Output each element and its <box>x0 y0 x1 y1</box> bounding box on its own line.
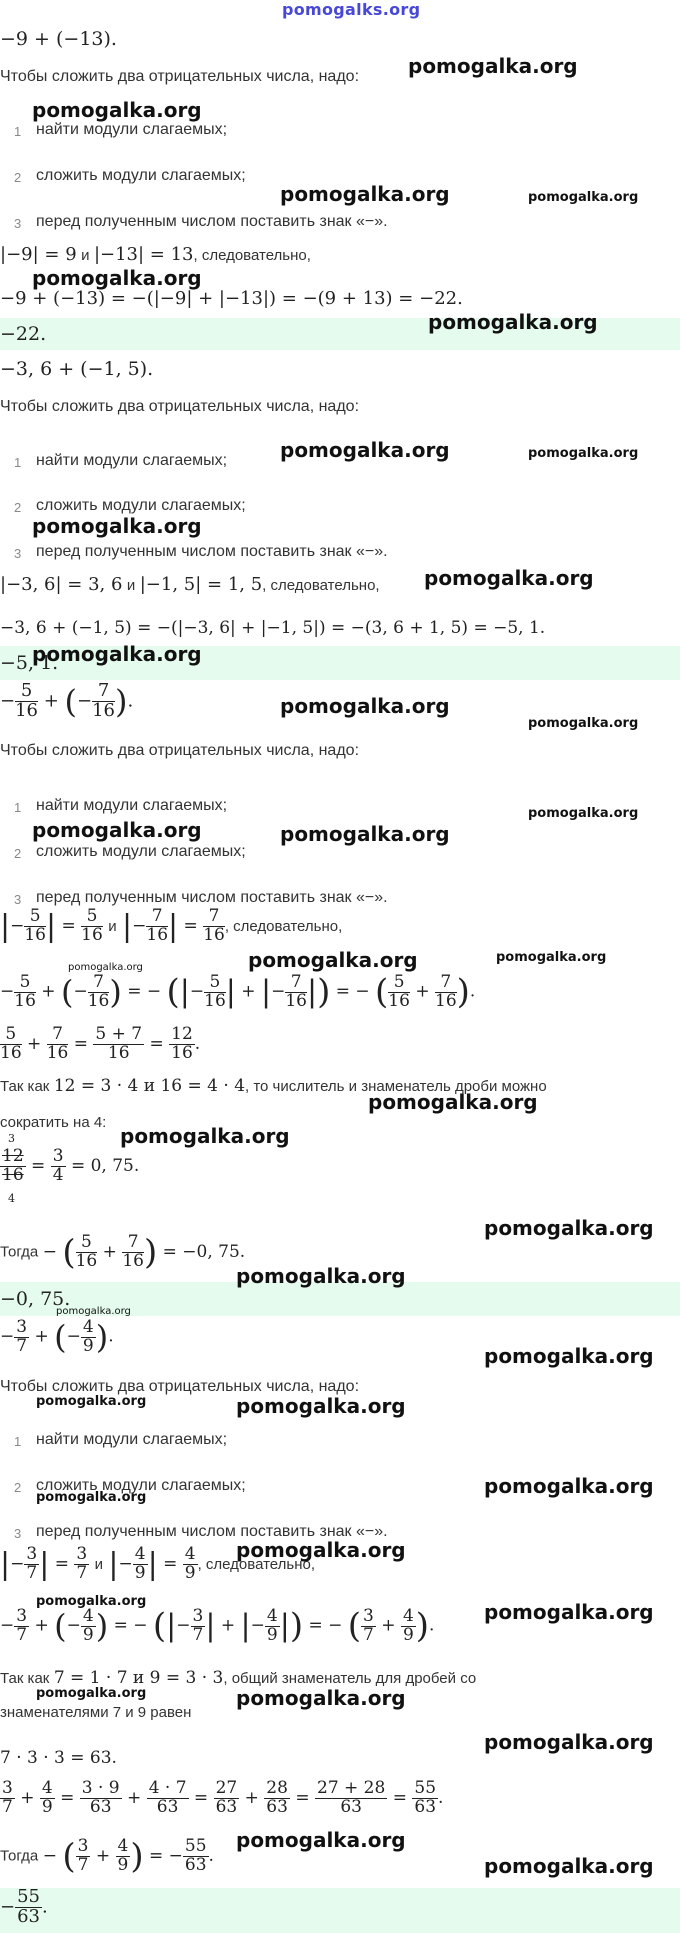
watermark: pomogalka.org <box>32 98 202 122</box>
watermark: pomogalka.org <box>32 642 202 666</box>
step-number: 2 <box>14 846 22 861</box>
problem3-sum: $\frac{5}{16}$ + $\frac{7}{16}$ = $\frac{5 + 7}{16}$ = $\frac{12}{16}$ . <box>0 1024 201 1063</box>
problem3-reduction: 3 $\frac{12}{16}$ 4 = $\frac{3}{4}$ = 0, 75. <box>2 1132 140 1205</box>
modulus-b: |−13| = 13 <box>93 244 194 265</box>
then-word: Тогда <box>0 1847 39 1865</box>
step-item: перед полученным числом поставить знак «−». <box>36 213 388 230</box>
watermark: pomogalka.org <box>236 1686 406 1710</box>
step-item: перед полученным числом поставить знак «−». <box>36 889 388 906</box>
therefore-word: , следовательно, <box>262 577 380 594</box>
denominator-text: знаменателями 7 и 9 равен <box>0 1704 192 1721</box>
problem4-then-line: Тогда − ( $\frac{3}{7}$ + $\frac{4}{9}$ ) = − $\frac{55}{63}$ . <box>0 1835 214 1876</box>
watermark: pomogalka.org <box>36 1686 147 1701</box>
and-word: и <box>94 1555 103 1573</box>
reduced-value: = 0, 75. <box>70 1155 140 1176</box>
watermark: pomogalka.org <box>528 190 639 205</box>
problem4-answer: − $\frac{55}{63}$ . <box>0 1886 48 1927</box>
watermark: pomogalka.org <box>32 266 202 290</box>
problem4-since-line <box>0 1668 476 1688</box>
intro-text: Чтобы сложить два отрицательных числа, надо: <box>0 398 360 415</box>
watermark: pomogalka.org <box>36 1394 147 1409</box>
watermark: pomogalka.org <box>368 1090 538 1114</box>
watermark: pomogalka.org <box>32 818 202 842</box>
intro-text: Чтобы сложить два отрицательных числа, надо: <box>0 1378 360 1395</box>
since-word: Так как <box>0 1670 50 1687</box>
step-item: сложить модули слагаемых; <box>36 843 246 860</box>
watermark: pomogalka.org <box>528 446 639 461</box>
step-item: сложить модули слагаемых; <box>36 1477 246 1494</box>
watermark: pomogalka.org <box>56 1306 131 1317</box>
factorization: 7 = 1 · 7 и 9 = 3 · 3 <box>53 1668 224 1688</box>
answer-band-4 <box>0 1888 680 1933</box>
watermark: pomogalka.org <box>484 1216 654 1240</box>
problem3-answer: −0, 75. <box>0 1288 71 1310</box>
step-number: 1 <box>14 455 22 470</box>
since-tail: , общий знаменатель для дробей со <box>223 1670 477 1687</box>
problem4-modulus-line: |− $\frac{3}{7}$ | = $\frac{3}{7}$ и |− $\frac{4}{9}$ | = $\frac{4}{9}$ , следовательно, <box>0 1544 315 1583</box>
problem4-sum: $\frac{3}{7}$ + $\frac{4}{9}$ = $\frac{3 \cdot 9}{63}$ + $\frac{4 \cdot 7}{63}$ = $\frac{27}{63}$ + $\frac{28}{63}$ = $\frac{27 + 28}{63}$ = $\frac{55}{63}$ . <box>2 1778 444 1817</box>
problem3-expression: − $\frac{5}{16}$ + (− $\frac{7}{16}$ ). <box>0 680 134 721</box>
problem3-calculation: − $\frac{5}{16}$ + (− $\frac{7}{16}$ ) = − (|− $\frac{5}{16}$ | + |− $\frac{7}{16}$ |) = − ( $\frac{5}{16}$ + $\frac{7}{16}$ ). <box>0 971 476 1012</box>
problem2-answer: −5, 1. <box>0 652 59 674</box>
then-result: = −0, 75. <box>162 1241 246 1262</box>
step-item: найти модули слагаемых; <box>36 452 228 469</box>
step-number: 2 <box>14 1480 22 1495</box>
problem4-calculation: − $\frac{3}{7}$ + (− $\frac{4}{9}$ ) = − (|− $\frac{3}{7}$ | + |− $\frac{4}{9}$ |) = − ( $\frac{3}{7}$ + $\frac{4}{9}$ ). <box>0 1605 435 1646</box>
watermark: pomogalka.org <box>424 566 594 590</box>
watermark: pomogalka.org <box>36 1490 147 1505</box>
watermark: pomogalka.org <box>484 1854 654 1878</box>
reduce-text: сократить на 4: <box>0 1114 107 1131</box>
modulus-b: |−1, 5| = 1, 5 <box>139 574 263 595</box>
step-item: найти модули слагаемых; <box>36 121 228 138</box>
step-number: 3 <box>14 1526 22 1541</box>
step-item: перед полученным числом поставить знак «−». <box>36 543 388 560</box>
watermark: pomogalka.org <box>484 1474 654 1498</box>
watermark: pomogalka.org <box>36 1594 147 1609</box>
problem3-then-line: Тогда − ( $\frac{5}{16}$ + $\frac{7}{16}$ ) = −0, 75. <box>0 1231 246 1272</box>
therefore-word: , следовательно, <box>224 917 343 935</box>
watermark: pomogalka.org <box>280 694 450 718</box>
step-number: 1 <box>14 124 22 139</box>
watermark: pomogalka.org <box>280 182 450 206</box>
then-word: Тогда <box>0 1243 39 1261</box>
watermark: pomogalka.org <box>236 1538 406 1562</box>
step-number: 3 <box>14 216 22 231</box>
watermark: pomogalka.org <box>484 1344 654 1368</box>
problem1-answer: −22. <box>0 323 47 345</box>
watermark: pomogalka.org <box>428 310 598 334</box>
watermark: pomogalka.org <box>236 1394 406 1418</box>
problem2-modulus-line <box>0 574 380 595</box>
watermark: pomogalka.org <box>236 1828 406 1852</box>
and-word: и <box>126 577 136 594</box>
therefore-word: , следовательно, <box>193 247 311 264</box>
watermark: pomogalka.org <box>236 1264 406 1288</box>
step-number: 1 <box>14 800 22 815</box>
step-number: 2 <box>14 500 22 515</box>
and-word: и <box>108 917 117 935</box>
watermark: pomogalka.org <box>528 716 639 731</box>
watermark: pomogalka.org <box>280 438 450 462</box>
step-item: найти модули слагаемых; <box>36 797 228 814</box>
step-item: сложить модули слагаемых; <box>36 497 246 514</box>
watermark: pomogalka.org <box>408 54 578 78</box>
factorization: 12 = 3 · 4 и 16 = 4 · 4 <box>53 1076 246 1096</box>
intro-text: Чтобы сложить два отрицательных числа, надо: <box>0 68 360 85</box>
problem2-expression: −3, 6 + (−1, 5). <box>0 358 154 380</box>
step-number: 1 <box>14 1434 22 1449</box>
problem3-modulus-line: |− $\frac{5}{16}$ | = $\frac{5}{16}$ и |− $\frac{7}{16}$ | = $\frac{7}{16}$ , следовательно, <box>0 906 343 945</box>
problem1-expression: −9 + (−13). <box>0 28 117 50</box>
step-item: перед полученным числом поставить знак «−». <box>36 1523 388 1540</box>
site-logo[interactable]: pomogalks.org <box>282 0 421 19</box>
watermark: pomogalka.org <box>120 1124 290 1148</box>
watermark: pomogalka.org <box>484 1730 654 1754</box>
step-item: сложить модули слагаемых; <box>36 167 246 184</box>
and-word: и <box>81 247 90 264</box>
problem2-calculation: −3, 6 + (−1, 5) = −(|−3, 6| + |−1, 5|) = −(3, 6 + 1, 5) = −5, 1. <box>0 618 546 638</box>
modulus-a: |−3, 6| = 3, 6 <box>0 574 123 595</box>
problem4-expression: − $\frac{3}{7}$ + (− $\frac{4}{9}$ ). <box>0 1316 114 1356</box>
problem4-lcd: 7 · 3 · 3 = 63. <box>0 1748 117 1768</box>
step-item: найти модули слагаемых; <box>36 1431 228 1448</box>
watermark: pomogalka.org <box>496 950 607 965</box>
intro-text: Чтобы сложить два отрицательных числа, надо: <box>0 742 360 759</box>
since-tail: , то числитель и знаменатель дроби можно <box>245 1078 547 1095</box>
watermark: pomogalka.org <box>280 822 450 846</box>
watermark: pomogalka.org <box>32 514 202 538</box>
therefore-word: , следовательно, <box>197 1555 315 1573</box>
modulus-a: |−9| = 9 <box>0 244 77 265</box>
step-number: 2 <box>14 170 22 185</box>
step-number: 3 <box>14 892 22 907</box>
problem1-calculation: −9 + (−13) = −(|−9| + |−13|) = −(9 + 13) = −22. <box>0 288 463 309</box>
watermark: pomogalka.org <box>484 1600 654 1624</box>
since-word: Так как <box>0 1078 50 1095</box>
watermark: pomogalka.org <box>528 806 639 821</box>
problem1-modulus-line <box>0 244 311 265</box>
watermark: pomogalka.org <box>248 948 418 972</box>
watermark: pomogalka.org <box>68 962 143 973</box>
step-number: 3 <box>14 546 22 561</box>
